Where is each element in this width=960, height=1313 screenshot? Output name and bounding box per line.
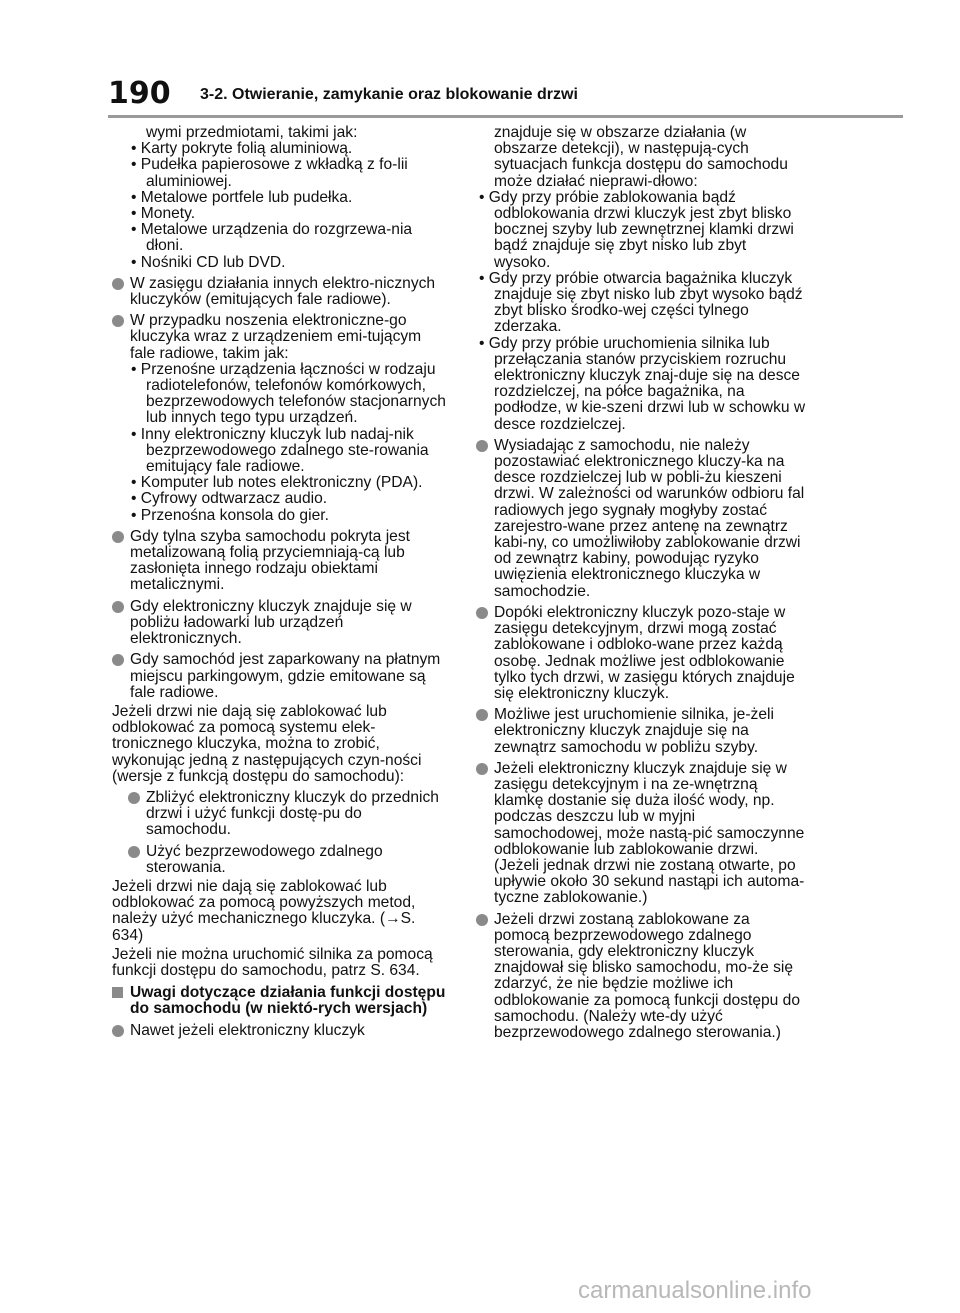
dot-item: Zbliżyć elektroniczny kluczyk do przednich drzwi i użyć funkcji dostę-pu do samochodu.	[112, 790, 450, 839]
bullet-dot-icon	[476, 440, 488, 452]
dot-item: Dopóki elektroniczny kluczyk pozo-staje w zasięgu detekcyjnym, drzwi mogą zostać zablokowane i odbloko-wane przez każdą osobę. Jednak możliwe jest odblokowanie tylko tych drzwi, w zasięgu których znajduje się elektroniczny kluczyk.	[476, 605, 806, 702]
list-item: • Gdy przy próbie otwarcia bagażnika kluczyk znajduje się zbyt nisko lub zbyt wysoko bądź zbyt blisko środko-wej części tylnego zderzaka.	[479, 269, 803, 336]
bullet-dot-icon	[112, 315, 124, 327]
square-bullet-icon	[112, 987, 123, 998]
bullet-dot-icon	[128, 846, 140, 858]
intro-line: wymi przedmiotami, takimi jak:	[146, 124, 358, 141]
list-item: • Komputer lub notes elektroniczny (PDA).	[131, 474, 423, 492]
list-item: • Gdy przy próbie uruchomienia silnika lub przełączania stanów przyciskiem rozruchu elektroniczny kluczyk znaj-duje się na desce rozdzielczej, na półce bagażnika, na podłodze, w kie-szeni drzwi lub w schowku w desce rozdzielczej.	[479, 334, 806, 433]
bullet-dot-icon	[476, 709, 488, 721]
section-title: 3-2. Otwieranie, zamykanie oraz blokowanie drzwi	[200, 86, 578, 103]
bullet-dot-icon	[476, 607, 488, 619]
list-item: • Karty pokryte folią aluminiową.	[131, 140, 353, 158]
bullet-dot-icon	[112, 531, 124, 543]
bullet-dot-icon	[112, 601, 124, 613]
dot-item: Możliwe jest uruchomienie silnika, je-żeli elektroniczny kluczyk znajduje się na zewnątrz samochodu w pobliżu szyby.	[476, 707, 806, 756]
dot-item: W przypadku noszenia elektroniczne-go kluczyka wraz z urządzeniem emi-tującym fale radiowe, takim jak:	[112, 313, 450, 362]
bullet-dot-icon	[128, 792, 140, 804]
list-item: • Nośniki CD lub DVD.	[131, 253, 286, 271]
left-column	[112, 125, 450, 1039]
list-item: • Metalowe urządzenia do rozgrzewa-nia dłoni.	[131, 221, 413, 255]
bullet-dot-icon	[112, 278, 124, 290]
dot-item: Użyć bezprzewodowego zdalnego sterowania.	[112, 844, 450, 876]
dot-item: Jeżeli elektroniczny kluczyk znajduje się w zasięgu detekcyjnym i na ze-wnętrzną klamkę dostanie się duża ilość wody, np. podczas deszczu lub w myjni samochodowej, może nastą-pić samoczynne odblokowanie lub zablokowanie drzwi. (Jeżeli jednak drzwi nie zostaną otwarte, po upływie około 30 sekund nastąpi ich automa-tyczne zablokowanie.)	[476, 761, 806, 907]
right-column	[476, 125, 806, 1041]
bullet-dot-icon	[112, 654, 124, 666]
header-divider	[108, 115, 903, 118]
list-item: • Inny elektroniczny kluczyk lub nadaj-nik bezprzewodowego zdalnego ste-rowania emitujący fale radiowe.	[131, 425, 429, 476]
page-number: 190	[108, 76, 171, 111]
list-item: • Przenośna konsola do gier.	[131, 506, 329, 524]
dot-item: Gdy tylna szyba samochodu pokryta jest metalizowaną folią przyciemniają-cą lub zasłonięta innego rodzaju obiektami metalicznymi.	[112, 529, 450, 594]
paragraph: Jeżeli nie można uruchomić silnika za pomocą funkcji dostępu do samochodu, patrz S. 634.	[112, 945, 433, 979]
dot-item: Gdy samochód jest zaparkowany na płatnym miejscu parkingowym, gdzie emitowane są fale radiowe.	[112, 652, 450, 701]
list-item: • Gdy przy próbie zablokowania bądź odblokowania drzwi kluczyk jest zbyt blisko bocznej szyby lub zewnętrznej klamki drzwi bądź znajduje się zbyt nisko lub zbyt wysoko.	[479, 188, 794, 271]
dot-item: W zasięgu działania innych elektro-nicznych kluczyków (emitujących fale radiowe).	[112, 276, 450, 308]
list-item: • Metalowe portfele lub pudełka.	[131, 188, 353, 206]
intro-paragraph: znajduje się w obszarze działania (w obszarze detekcji), w następują-cych sytuacjach funkcja dostępu do samochodu może działać nieprawi-dłowo:	[494, 124, 788, 190]
dot-item: Jeżeli drzwi zostaną zablokowane za pomocą bezprzewodowego zdalnego sterowania, gdy elektroniczny kluczyk znajdował się blisko samochodu, mo-że się zdarzyć, że nie będzie możliwe ich odblokowanie za pomocą funkcji dostępu do samochodu. (Należy wte-dy użyć bezprzewodowego zdalnego sterowania.)	[476, 912, 806, 1042]
bullet-dot-icon	[476, 763, 488, 775]
bullet-dot-icon	[476, 914, 488, 926]
section-heading: Uwagi dotyczące działania funkcji dostępu do samochodu (w niektó-rych wersjach)	[112, 985, 450, 1017]
paragraph: Jeżeli drzwi nie dają się zablokować lub odblokować za pomocą systemu elek-tronicznego kluczyka, można to zrobić, wykonując jedną z następujących czyn-ności (wersje z funkcją dostępu do samochodu):	[112, 702, 422, 785]
list-item: • Monety.	[131, 205, 196, 223]
page-header	[108, 76, 903, 116]
dot-item: Nawet jeżeli elektroniczny kluczyk	[112, 1023, 450, 1039]
list-item: • Cyfrowy odtwarzacz audio.	[131, 490, 328, 508]
list-item: • Pudełka papierosowe z wkładką z fo-lii aluminiowej.	[131, 156, 408, 190]
list-item: • Przenośne urządzenia łączności w rodzaju radiotelefonów, telefonów komórkowych, bezprzewodowych telefonów stacjonarnych lub innych tego typu urządzeń.	[131, 360, 446, 427]
paragraph: Jeżeli drzwi nie dają się zablokować lub odblokować za pomocą powyższych metod, należy użyć mechanicznego kluczyka. (→S. 634)	[112, 877, 416, 944]
dot-item: Wysiadając z samochodu, nie należy pozostawiać elektronicznego kluczy-ka na desce rozdzielczej lub w pobli-żu kieszeni drzwi. W zależności od warunków odbioru fal radiowych jego sygnały mogłyby zostać zarejestro-wane przez antenę na zewnątrz kabi-ny, co umożliwiłoby zablokowanie drzwi od zewnątrz kabiny, powodując ryzyko uwięzienia elektronicznego kluczyka w samochodzie.	[476, 438, 806, 600]
dot-item: Gdy elektroniczny kluczyk znajduje się w pobliżu ładowarki lub urządzeń elektronicznych.	[112, 599, 450, 648]
watermark: carmanualsonline.info	[578, 1277, 812, 1304]
bullet-dot-icon	[112, 1025, 124, 1037]
